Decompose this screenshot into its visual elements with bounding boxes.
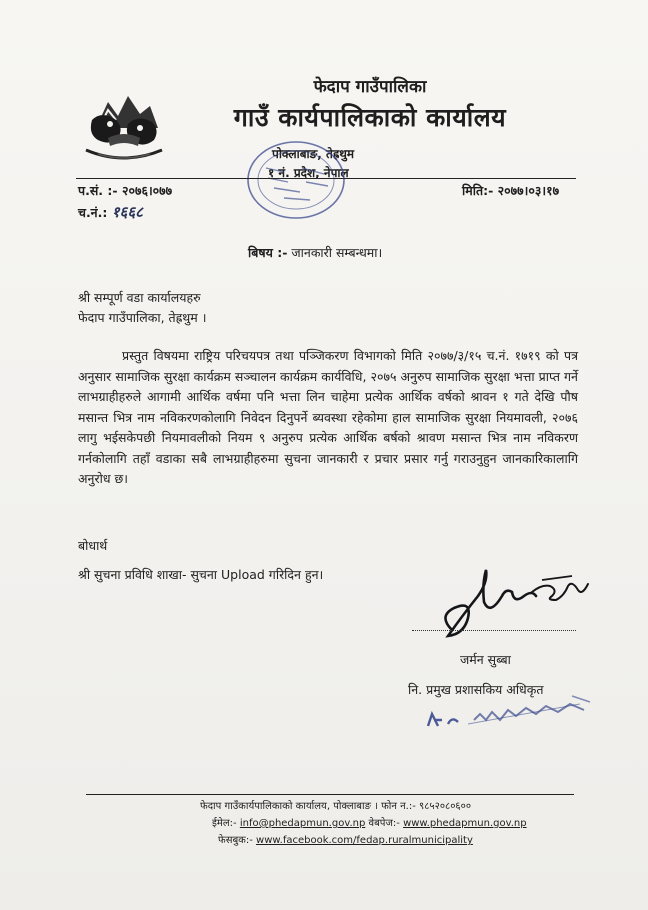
footer-office-phone: फेदाप गाउँकार्यपालिकाको कार्यालय, पोक्लाबाङ । फोन न.:- ९८५२०८०६००	[200, 801, 472, 812]
dispatch-number	[78, 202, 143, 222]
addressee-line2: फेदाप गाउँपालिका, तेह्रथुम ।	[78, 310, 207, 325]
subject-label: बिषय :-	[248, 245, 288, 260]
office-address-line1: पोक्लाबाङ, तेह्रथुम	[272, 147, 355, 161]
office-subtitle: फेदाप गाउँपालिका	[313, 77, 427, 97]
header-divider	[76, 178, 576, 179]
cc-label: बोधार्थ	[78, 538, 108, 553]
designation-stamp-icon	[420, 690, 600, 740]
footer-social	[218, 832, 473, 846]
reference-number: प.सं. :- २०७६।०७७	[78, 183, 173, 198]
addressee-line1: श्री सम्पूर्ण वडा कार्यालयहरु	[78, 290, 201, 305]
footer-facebook-link[interactable]: www.facebook.com/fedap.ruralmunicipality	[256, 835, 473, 846]
subject-text: जानकारी सम्बन्धमा।	[291, 245, 383, 260]
signatory-title: नि. प्रमुख प्रशासकिय अधिकृत	[408, 682, 544, 697]
dispatch-number-value: १६६८	[111, 203, 143, 221]
government-emblem-icon	[78, 80, 170, 166]
office-title: गाउँ कार्यपालिकाको कार्यालय	[233, 103, 507, 132]
dispatch-number-label: च.नं.:	[78, 205, 108, 220]
footer-website-label: वेबपेज:-	[368, 818, 400, 829]
footer-divider	[86, 794, 574, 795]
footer-email-link[interactable]: info@phedapmun.gov.np	[239, 818, 366, 829]
signatory-name: जर्मन सुब्बा	[460, 652, 511, 667]
footer-website-link[interactable]: www.phedapmun.gov.np	[403, 818, 527, 829]
letter-body: प्रस्तुत विषयमा राष्ट्रिय परिचयपत्र तथा पञ्जिकरण विभागको मिति २०७७/३/१५ च.नं. १७१९ को पत्र अनुसार सामाजिक सुरक्षा कार्यक्रम सञ्चालन कार्यक्रम कार्यविधि, २०७५ अनुरुप सामाजिक सुरक्षा भत्ता प्राप्त गर्ने लाभग्राहीहरुले आगामी आर्थिक वर्षमा पनि भत्ता लिन चाहेमा प्रत्येक आर्थिक वर्षको श्रावन १ गते देखि पौष मसान्त भित्र नाम नविकरणकोलागि निवेदन दिनुपर्ने ब्यवस्था रहेकोमा हाल सामाजिक सुरक्षा नियमावली, २०७६ लागु भईसकेपछी नियमावलीको नियम ९ अनुरुप प्रत्येक आर्थिक बर्षको श्रावण मसान्त भित्र नाम नविकरण गर्नकोलागि तहाँ वडाका सबै लाभग्राहीहरुमा सुचना जानकारी र प्रचार प्रसार गर्नु गराउनुहुन जानकारिकालागि अनुरोध छ।	[78, 348, 578, 486]
office-stamp-icon	[244, 138, 348, 222]
signature-line	[412, 630, 576, 631]
footer-contacts	[212, 815, 527, 829]
office-address-line2: १ नं. प्रदेश, नेपाल	[268, 166, 349, 180]
footer-email-label: ईमेल:-	[212, 818, 237, 829]
subject-line	[248, 244, 382, 261]
letter-date: मिति:- २०७७।०३।१७	[462, 183, 560, 198]
handwritten-signature	[432, 556, 592, 656]
footer-facebook-label: फेसबुक:-	[218, 835, 253, 846]
cc-item: श्री सुचना प्रविधि शाखा- सुचना Upload गरिदिन हुन।	[78, 567, 324, 582]
